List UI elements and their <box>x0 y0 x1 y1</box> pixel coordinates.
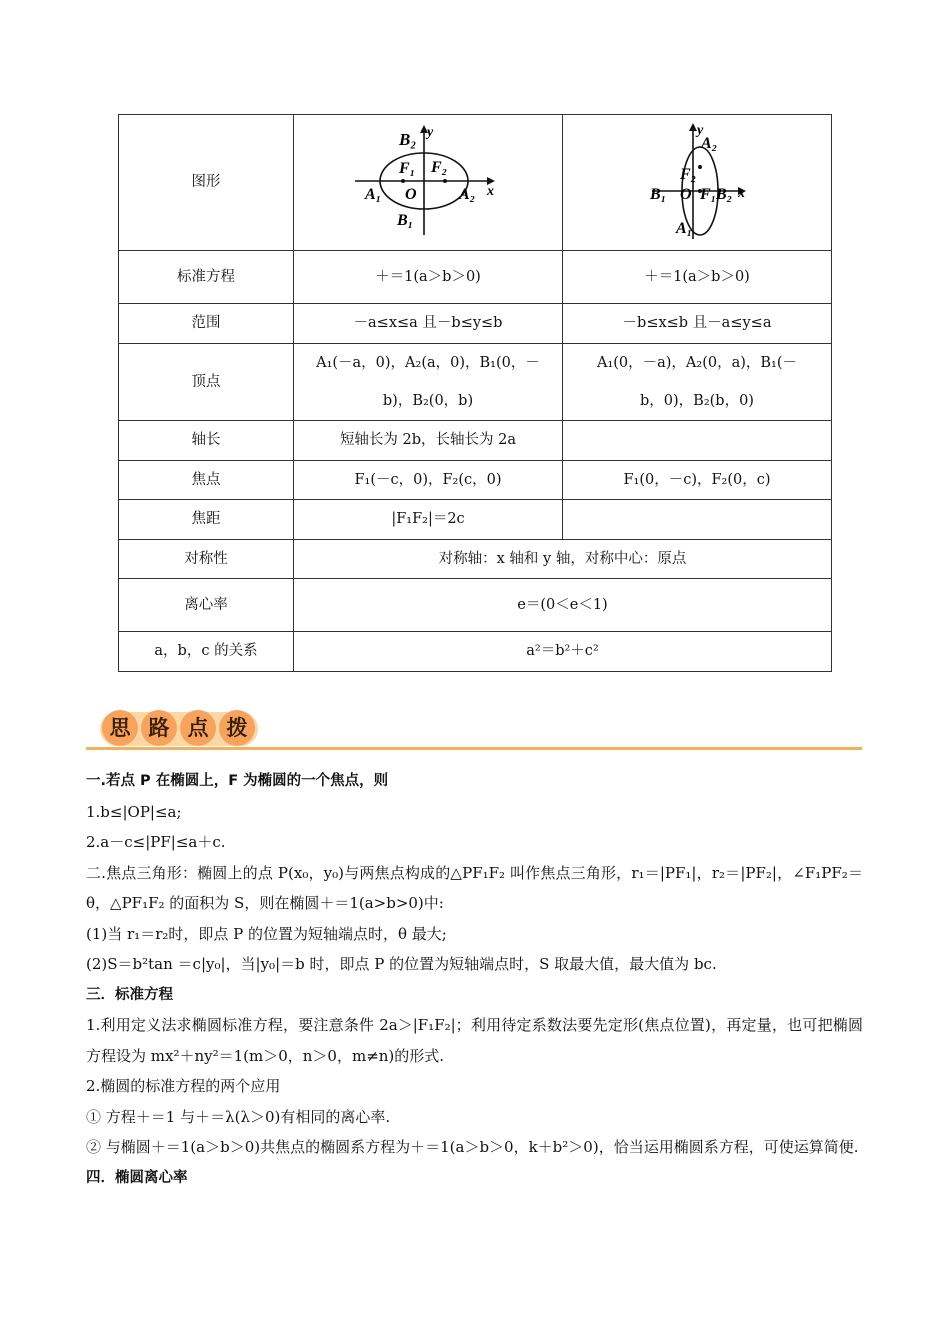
table-row <box>119 115 832 251</box>
label-O: O <box>680 185 692 203</box>
label-y: y <box>427 124 434 140</box>
paragraph: 1.利用定义法求椭圆标准方程，要注意条件 2a＞|F₁F₂|；利用待定系数法要先定形(焦点位置)，再定量，也可把椭圆方程设为 mx²＋ny²＝1(m＞0，n＞0，m≠n)的形式. <box>86 1016 863 1065</box>
row-label: 范围 <box>119 304 294 344</box>
paragraph: 1.b≤|OP|≤a; <box>86 802 182 821</box>
row-label: 图形 <box>119 115 294 251</box>
table-cell: －b≤x≤b 且－a≤y≤a <box>563 304 832 344</box>
content-body <box>86 766 863 1193</box>
label-A2: A₂ <box>701 134 718 152</box>
label-A1: A₁ <box>676 219 693 237</box>
label-B2: B₂ <box>716 185 733 203</box>
table-row <box>119 500 832 540</box>
label-F1: F₁ <box>700 185 717 203</box>
vertical-ellipse-figure <box>642 119 752 241</box>
vertical-ellipse-figure-cell <box>563 115 832 251</box>
table-row <box>119 632 832 672</box>
row-label: 对称性 <box>119 540 294 579</box>
banner-char: 思 <box>102 710 138 746</box>
table-cell: －a≤x≤a 且－b≤y≤b <box>294 304 563 344</box>
table-cell: 对称轴：x 轴和 y 轴，对称中心：原点 <box>294 540 832 579</box>
table-cell: ＋＝1(a＞b＞0) <box>294 251 563 304</box>
paragraph: 2.椭圆的标准方程的两个应用 <box>86 1077 281 1095</box>
cell-line: A₁(－a，0)，A₂(a，0)，B₁(0，－ <box>316 355 540 371</box>
label-F2: F₂ <box>431 158 448 176</box>
label-F1: F₁ <box>399 159 416 177</box>
row-label: 焦点 <box>119 461 294 500</box>
table-cell: F₁(－c，0)，F₂(c，0) <box>294 461 563 500</box>
table-cell: |F₁F₂|＝2c <box>294 500 563 540</box>
paragraph: (1)当 r₁＝r₂时，即点 P 的位置为短轴端点时，θ 最大; <box>86 924 447 943</box>
section-heading: 四．椭圆离心率 <box>86 1169 188 1186</box>
paragraph: ① 方程＋＝1 与＋＝λ(λ＞0)有相同的离心率. <box>86 1107 391 1126</box>
table-row <box>119 579 832 632</box>
table-row <box>119 461 832 500</box>
label-B2: B₂ <box>399 129 417 149</box>
label-F2: F₂ <box>680 165 697 183</box>
section-heading: 一.若点 P 在椭圆上，F 为椭圆的一个焦点，则 <box>86 773 389 789</box>
table-row <box>119 540 832 579</box>
cell-line: b)，B₂(0，b) <box>382 393 474 409</box>
horizontal-ellipse-figure <box>353 121 503 239</box>
paragraph: (2)S＝b²tan ＝c|y₀|，当|y₀|＝b 时，即点 P 的位置为短轴端点时，S 取最大值，最大值为 bc. <box>86 955 717 973</box>
label-B1: B₁ <box>397 211 414 229</box>
row-label: 轴长 <box>119 421 294 461</box>
section-banner <box>100 708 862 752</box>
label-A2: A₂ <box>459 185 476 203</box>
row-label: 标准方程 <box>119 251 294 304</box>
label-B1: B₁ <box>650 185 667 203</box>
table-row <box>119 344 832 421</box>
table-cell: a²＝b²＋c² <box>294 632 832 672</box>
cell-line: A₁(0，－a)，A₂(0，a)，B₁(－ <box>596 355 798 371</box>
label-x: x <box>487 183 494 199</box>
paragraph: 二.焦点三角形：椭圆上的点 P(x₀，y₀)与两焦点构成的△PF₁F₂ 叫作焦点三角形，r₁＝|PF₁|，r₂＝|PF₂|，∠F₁PF₂＝θ，△PF₁F₂ 的面积为 S，则在椭圆＋＝1(a>b>0)中: <box>86 863 863 912</box>
table-cell: 短轴长为 2b，长轴长为 2a <box>294 421 563 461</box>
label-A1: A₁ <box>365 185 382 203</box>
paragraph: ② 与椭圆＋＝1(a＞b＞0)共焦点的椭圆系方程为＋＝1(a＞b＞0，k＋b²＞0)，恰当运用椭圆系方程，可使运算简便. <box>86 1138 859 1156</box>
table-cell: ＋＝1(a＞b＞0) <box>563 251 832 304</box>
banner-divider <box>86 747 862 750</box>
paragraph: 2.a－c≤|PF|≤a＋c. <box>86 833 226 851</box>
table-row <box>119 304 832 344</box>
table-row <box>119 251 832 304</box>
ellipse-properties-table <box>118 114 832 672</box>
banner-char: 路 <box>141 710 177 746</box>
row-label: 离心率 <box>119 579 294 632</box>
banner-char: 点 <box>180 710 216 746</box>
cell-line: b，0)，B₂(b，0) <box>640 393 754 409</box>
table-cell <box>563 344 832 421</box>
table-cell: F₁(0，－c)，F₂(0，c) <box>563 461 832 500</box>
banner-char: 拨 <box>219 710 255 746</box>
table-cell <box>294 344 563 421</box>
row-label: 焦距 <box>119 500 294 540</box>
table-cell <box>563 500 832 540</box>
label-x: x <box>738 185 745 201</box>
row-label: 顶点 <box>119 344 294 421</box>
label-O: O <box>405 185 417 203</box>
section-heading: 三．标准方程 <box>86 986 173 1003</box>
label-y: y <box>697 122 704 138</box>
horizontal-ellipse-figure-cell <box>294 115 563 251</box>
table-row <box>119 421 832 461</box>
table-cell: e＝(0＜e＜1) <box>294 579 832 632</box>
table-cell <box>563 421 832 461</box>
row-label: a，b，c 的关系 <box>119 632 294 672</box>
